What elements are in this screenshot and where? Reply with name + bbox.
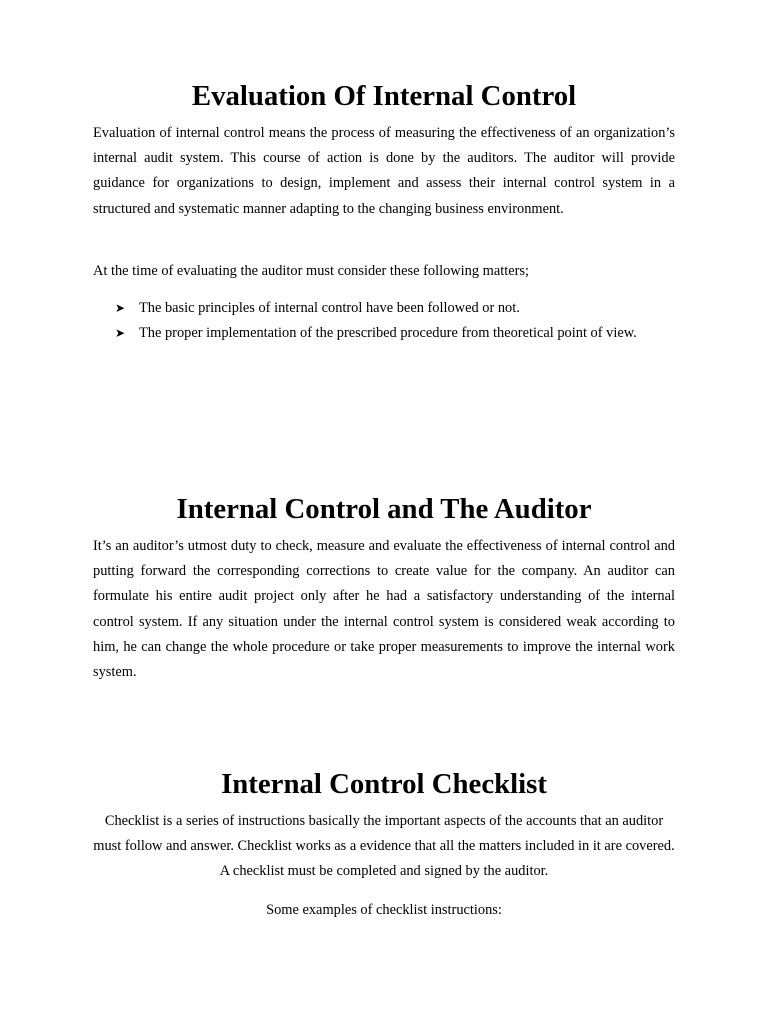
- evaluation-intro: At the time of evaluating the auditor must consider these following matters;: [93, 263, 530, 279]
- evaluation-bullet-list: [115, 296, 675, 346]
- list-item: [115, 296, 675, 321]
- auditor-paragraph: It’s an auditor’s utmost duty to check, measure and evaluate the effectiveness of internal control and putting forward the corresponding corrections to create value for the company. An auditor can formulate his entire audit project only after he had a satisfactory understanding of the internal control system. If any situation under the internal control system is considered weak according to him, he can change the whole procedure or take proper measurements to improve the internal work system.: [93, 538, 675, 681]
- section-title-evaluation: Evaluation Of Internal Control: [191, 80, 577, 112]
- section-title-checklist: Internal Control Checklist: [221, 768, 547, 800]
- section-title-auditor: Internal Control and The Auditor: [176, 493, 592, 525]
- checklist-paragraph: Checklist is a series of instructions basically the important aspects of the accounts that an auditor must follow and answer. Checklist works as a evidence that all the matters included in it are covered. A checklist must be completed and signed by the auditor.: [93, 813, 675, 880]
- evaluation-paragraph: Evaluation of internal control means the process of measuring the effectiveness of an organization’s internal audit system. This course of action is done by the auditors. The auditor will provide guidance for organizations to design, implement and assess their internal control system in a structured and systematic manner adapting to the changing business environment.: [93, 125, 675, 217]
- arrowhead-bullet-icon: ➤: [115, 326, 126, 341]
- checklist-examples-intro: Some examples of checklist instructions:: [266, 902, 502, 918]
- arrowhead-bullet-icon: ➤: [115, 301, 126, 315]
- bullet-text: The proper implementation of the prescribed procedure from theoretical point of view.: [139, 325, 637, 342]
- list-item: [115, 321, 675, 346]
- bullet-text: The basic principles of internal control have been followed or not.: [139, 300, 520, 316]
